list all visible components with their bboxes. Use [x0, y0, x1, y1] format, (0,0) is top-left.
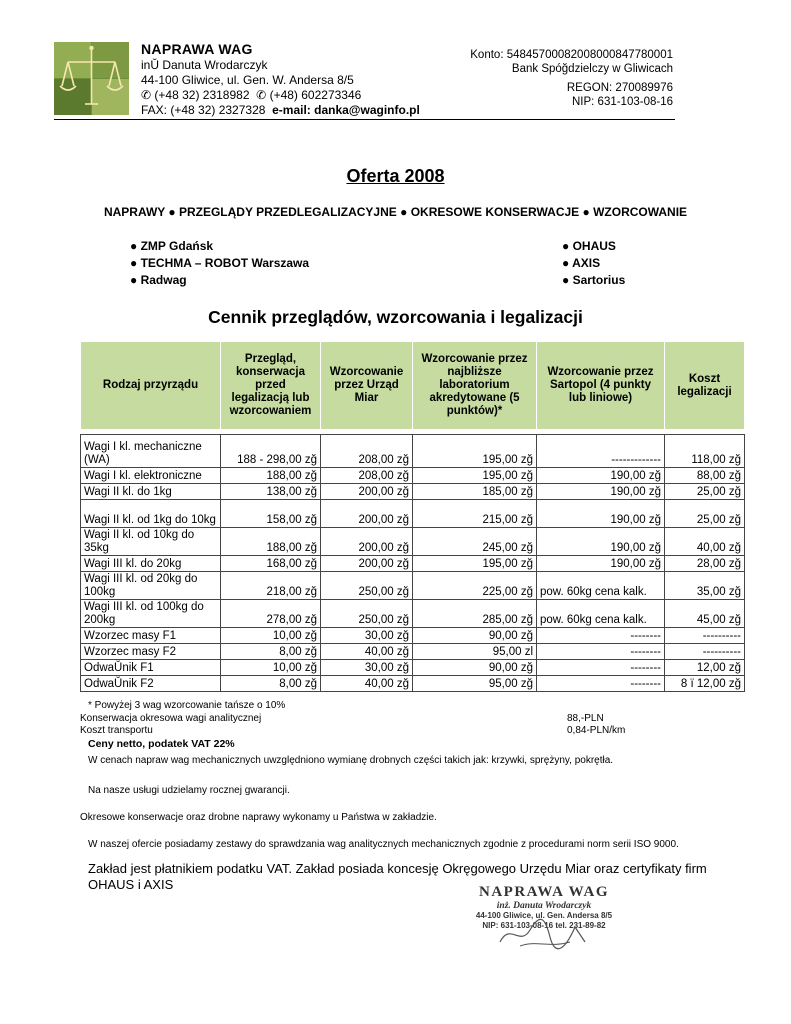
brands-left-list: [130, 238, 309, 289]
table-cell: 200,00 zğ: [321, 528, 413, 556]
table-cell: 195,00 zğ: [413, 556, 537, 572]
brands-right-list: [562, 238, 625, 289]
table-cell: ----------: [665, 628, 745, 644]
guarantee-note: Na nasze usługi udzielamy rocznej gwarancji.: [88, 785, 290, 796]
brand-item: ● ZMP Gdańsk: [130, 239, 214, 253]
column-header: Wzorcowanie przez najbliższe laboratorium akredytowane (5 punktów)*: [413, 342, 537, 430]
table-cell: 138,00 zğ: [221, 484, 321, 500]
table-cell: 278,00 zğ: [221, 600, 321, 628]
table-cell: Wagi I kl. elektroniczne: [81, 468, 221, 484]
test-sets-note: W naszej ofercie posiadamy zestawy do sprawdzania wag analitycznych mechanicznych zgodnie z procedurami norm serii ISO 9000.: [88, 839, 679, 850]
vat-note: Ceny netto, podatek VAT 22%: [88, 737, 235, 750]
page-title: Oferta 2008: [346, 166, 445, 186]
owner-name: inŬ Danuta Wrodarczyk: [141, 58, 268, 72]
table-header-row: [81, 342, 745, 430]
header-divider: [54, 119, 675, 120]
brand-item: ● AXIS: [562, 256, 601, 270]
bank-info: [343, 48, 673, 109]
table-row: [81, 435, 745, 468]
transport-label: Koszt transportu: [80, 725, 153, 736]
table-cell: --------: [537, 644, 665, 660]
table-cell: Wzorzec masy F1: [81, 628, 221, 644]
column-header: Koszt legalizacji: [665, 342, 745, 430]
bank-name: Bank Spóğdzielczy w Gliwicach: [511, 63, 673, 75]
table-cell: 190,00 zğ: [537, 484, 665, 500]
table-cell: 168,00 zğ: [221, 556, 321, 572]
table-row: [81, 500, 745, 528]
nip-number: NIP: 631-103-08-16: [571, 96, 673, 108]
table-cell: 185,00 zğ: [413, 484, 537, 500]
table-cell: 25,00 zğ: [665, 500, 745, 528]
table-cell: 195,00 zğ: [413, 435, 537, 468]
column-header: Wzorcowanie przez Urząd Miar: [321, 342, 413, 430]
table-cell: 190,00 zğ: [537, 500, 665, 528]
table-cell: Wagi II kl. do 1kg: [81, 484, 221, 500]
phone-icon: ✆: [141, 88, 152, 102]
mobile-icon: ✆: [256, 88, 267, 102]
table-cell: 200,00 zğ: [321, 484, 413, 500]
price-table: [80, 341, 745, 692]
column-header: Wzorcowanie przez Sartopol (4 punkty lub liniowe): [537, 342, 665, 430]
table-row: [81, 468, 745, 484]
table-row: [81, 484, 745, 500]
table-row: [81, 528, 745, 556]
table-cell: 188,00 zğ: [221, 468, 321, 484]
table-cell: 8,00 zğ: [221, 676, 321, 692]
mobile-number: (+48) 602273346: [269, 88, 362, 102]
table-cell: 215,00 zğ: [413, 500, 537, 528]
table-cell: ----------: [665, 644, 745, 660]
table-cell: Wagi III kl. do 20kg: [81, 556, 221, 572]
table-cell: 40,00 zğ: [665, 528, 745, 556]
column-header: Przegląd, konserwacja przed legalizacją lub wzorcowaniem: [221, 342, 321, 430]
maintenance-row: [80, 713, 720, 726]
brand-item: ● Sartorius: [562, 273, 626, 287]
on-site-note: Okresowe konserwacje oraz drobne naprawy wykonamy u Państwa w zakładzie.: [80, 812, 437, 823]
stamp-person: inż. Danuta Wrodarczyk: [496, 901, 592, 911]
maintenance-price: 88,-PLN: [567, 712, 604, 724]
table-cell: 88,00 zğ: [665, 468, 745, 484]
table-cell: Wagi I kl. mechaniczne (WA): [81, 435, 221, 468]
table-cell: 35,00 zğ: [665, 572, 745, 600]
table-row: [81, 556, 745, 572]
table-cell: 190,00 zğ: [537, 528, 665, 556]
stamp-address: 44-100 Gliwice, ul. Gen. Andersa 8/5: [475, 911, 613, 920]
table-cell: 190,00 zğ: [537, 468, 665, 484]
table-cell: 90,00 zğ: [413, 660, 537, 676]
regon-number: REGON: 270089976: [566, 82, 673, 94]
table-cell: 8,00 zğ: [221, 644, 321, 660]
company-name: NAPRAWA WAG: [141, 41, 253, 57]
table-cell: Wzorzec masy F2: [81, 644, 221, 660]
table-cell: --------: [537, 660, 665, 676]
brand-item: ● TECHMA – ROBOT Warszawa: [130, 256, 310, 270]
transport-price: 0,84-PLN/km: [567, 725, 626, 736]
table-cell: 158,00 zğ: [221, 500, 321, 528]
fax-number: FAX: (+48 32) 2327328: [141, 103, 266, 117]
table-cell: 250,00 zğ: [321, 600, 413, 628]
table-cell: Wagi III kl. od 20kg do 100kg: [81, 572, 221, 600]
table-cell: -------------: [537, 435, 665, 468]
table-cell: 10,00 zğ: [221, 660, 321, 676]
table-cell: 40,00 zğ: [321, 644, 413, 660]
table-cell: 208,00 zğ: [321, 435, 413, 468]
table-cell: OdwaŬnik F2: [81, 676, 221, 692]
email-address: e-mail: danka@waginfo.pl: [272, 103, 420, 117]
table-cell: 245,00 zğ: [413, 528, 537, 556]
table-cell: 10,00 zğ: [221, 628, 321, 644]
table-cell: 12,00 zğ: [665, 660, 745, 676]
table-cell: 95,00 zğ: [413, 676, 537, 692]
table-cell: 28,00 zğ: [665, 556, 745, 572]
table-row: [81, 600, 745, 628]
table-cell: 40,00 zğ: [321, 676, 413, 692]
phone-number: (+48 32) 2318982: [154, 88, 250, 102]
table-cell: 45,00 zğ: [665, 600, 745, 628]
table-cell: 200,00 zğ: [321, 556, 413, 572]
table-row: [81, 628, 745, 644]
table-cell: 195,00 zğ: [413, 468, 537, 484]
table-cell: 95,00 zl: [413, 644, 537, 660]
table-cell: Wagi II kl. od 10kg do 35kg: [81, 528, 221, 556]
table-cell: 30,00 zğ: [321, 628, 413, 644]
table-cell: 188 - 298,00 zğ: [221, 435, 321, 468]
table-row: [81, 676, 745, 692]
table-cell: pow. 60kg cena kalk.: [537, 600, 665, 628]
stamp-ids: NIP: 631-103-08-16 tel. 231-89-82: [482, 921, 606, 930]
table-cell: OdwaŬnik F1: [81, 660, 221, 676]
table-cell: Wagi II kl. od 1kg do 10kg: [81, 500, 221, 528]
table-cell: 190,00 zğ: [537, 556, 665, 572]
company-address: 44-100 Gliwice, ul. Gen. W. Andersa 8/5: [141, 73, 354, 87]
stamp-name: NAPRAWA WAG: [479, 884, 609, 900]
bank-account: Konto: 54845700082008000847780001: [470, 49, 673, 61]
brand-item: ● OHAUS: [562, 239, 616, 253]
table-cell: 218,00 zğ: [221, 572, 321, 600]
notes-block: [80, 700, 720, 750]
table-cell: 90,00 zğ: [413, 628, 537, 644]
table-cell: 200,00 zğ: [321, 500, 413, 528]
column-header: Rodzaj przyrządu: [81, 342, 221, 430]
table-cell: 118,00 zğ: [665, 435, 745, 468]
repairs-note: W cenach napraw wag mechanicznych uwzględniono wymianę drobnych części takich jak: krzywki, sprężyny, pokrętła.: [88, 755, 614, 766]
table-cell: --------: [537, 676, 665, 692]
table-cell: --------: [537, 628, 665, 644]
table-cell: 208,00 zğ: [321, 468, 413, 484]
maintenance-label: Konserwacja okresowa wagi analitycznej: [80, 712, 262, 724]
table-row: [81, 572, 745, 600]
company-logo: [54, 42, 129, 115]
signature-icon: [490, 912, 600, 952]
table-cell: pow. 60kg cena kalk.: [537, 572, 665, 600]
table-cell: 30,00 zğ: [321, 660, 413, 676]
transport-row: [80, 725, 720, 738]
discount-note: * Powyżej 3 wag wzorcowanie tańsze o 10%: [88, 700, 286, 711]
table-cell: 250,00 zğ: [321, 572, 413, 600]
table-cell: 188,00 zğ: [221, 528, 321, 556]
table-cell: 285,00 zğ: [413, 600, 537, 628]
table-cell: 8 ï 12,00 zğ: [665, 676, 745, 692]
price-list-title: Cennik przeglądów, wzorcowania i legalizacji: [208, 307, 583, 327]
table-cell: 25,00 zğ: [665, 484, 745, 500]
table-row: [81, 644, 745, 660]
brand-item: ● Radwag: [130, 273, 187, 287]
table-row: [81, 660, 745, 676]
vat-license-statement: Zakład jest płatnikiem podatku VAT. Zakład posiada koncesję Okręgowego Urzędu Miar oraz certyfikaty firm OHAUS i AXIS: [88, 861, 707, 892]
table-cell: Wagi III kl. od 100kg do 200kg: [81, 600, 221, 628]
services-line: NAPRAWY ● PRZEGLĄDY PRZEDLEGALIZACYJNE ● OKRESOWE KONSERWACJE ● WZORCOWANIE: [103, 205, 688, 219]
table-cell: 225,00 zğ: [413, 572, 537, 600]
